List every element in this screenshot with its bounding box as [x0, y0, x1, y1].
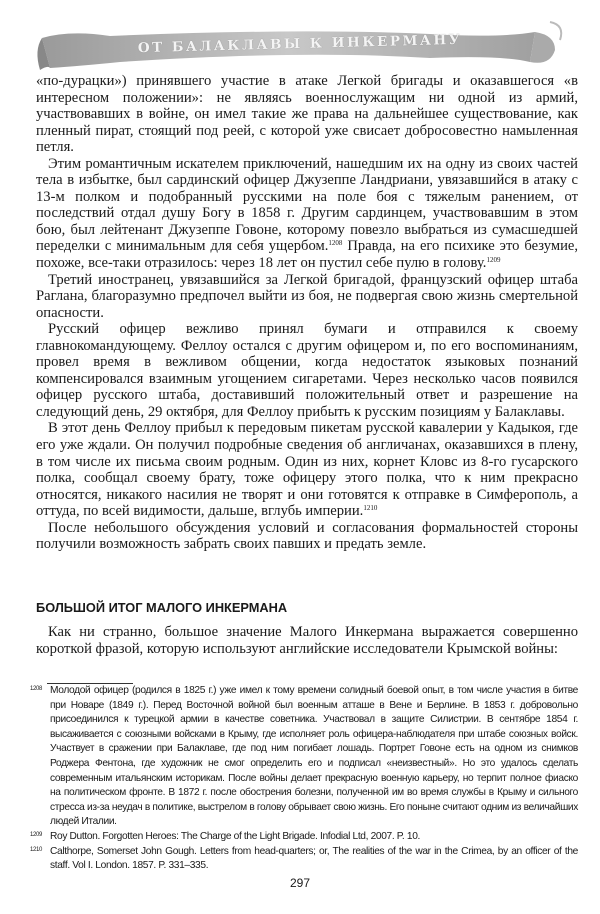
paragraph: Третий иностранец, увязавшийся за Легкой бригадой, французский офицер штаба Раглана, благоразумно предпочел выйти из боя, не подвергая свою жизнь смертельной опасности. [36, 271, 578, 321]
paragraph: «по-дурацки») принявшего участие в атаке Легкой бригады и оказавшегося «в интересном положении»: не являясь военнослужащим ни одной из армий, участвовавших в войне, он имел такие же права на дальнейшее существование, как пленный пират, стоящий под реей, с которой уже свисает добросовестно намыленная петля. [36, 73, 578, 156]
footnote-text: Roy Dutton. Forgotten Heroes: The Charge of the Light Brigade. Infodial Ltd, 2007. P. 10. [50, 830, 421, 842]
footnote-text: Calthorpe, Somerset John Gough. Letters from head-quarters; or, The realities of the war in the Crimea, by an officer of the staff. Vol I. London. 1857. P. 331–335. [50, 845, 578, 872]
footnote-ref[interactable]: 1209 [486, 256, 501, 265]
paragraph-text: В этот день Феллоу прибыл к передовым пикетам русской кавалерии у Кадыкоя, где его уже ждали. Он получил подробные сведения об англичанах, оказавшихся в плену, в том числе их письма своим родным. Один из них, корнет Кловс из 8-го гусарского полка, сообщал своему брату, тоже офицеру этого полка, что к ним прекрасно относятся, никакого насилия не творят и они готовятся к отправке в Симферополь, а оттуда, по всей видимости, дальше, вглубь империи. [36, 420, 578, 520]
footnotes [30, 684, 578, 874]
footnote-number: 1208 [30, 686, 42, 692]
main-text [36, 73, 578, 553]
paragraph [36, 156, 578, 272]
paragraph: После небольшого обсуждения условий и согласования формальностей стороны получили возможность забрать своих павших и предать земле. [36, 519, 578, 553]
paragraph [36, 420, 578, 519]
section-text [36, 624, 578, 658]
section-heading: БОЛЬШОЙ ИТОГ МАЛОГО ИНКЕРМАНА [36, 600, 288, 615]
footnote-number: 1209 [30, 831, 42, 838]
footnote-ref[interactable]: 1210 [363, 504, 378, 513]
footnote-ref[interactable]: 1208 [328, 239, 343, 248]
paragraph: Русский офицер вежливо принял бумаги и отправился к своему главнокомандующему. Феллоу остался с другим офицером и, по его воспоминаниям, провел время в вежливом общении, когда недостаток языковых познаний компенсировался взаимным угощением сигаретами. Через несколько часов появился офицер русского штаба, доставивший положительный ответ и разрешение на следующий день, 29 октября, для Феллоу прибыть к русским позициям у Балаклавы. [36, 321, 578, 420]
footnote [30, 830, 578, 845]
running-header [30, 10, 570, 75]
page-number: 297 [289, 876, 311, 890]
footnote [30, 684, 578, 830]
paragraph-text: Правда, на его психике это безумие, похоже, все-таки отразилось: через 18 лет он пустил себе пулю в голову. [36, 238, 579, 272]
footnote [30, 845, 578, 874]
footnote-number: 1210 [30, 846, 42, 853]
paragraph-text: Этим романтичным искателем приключений, нашедшим их на одну из своих частей тела в избытке, был сардинский офицер Джузеппе Ландриани, увязавшийся в атаку с 13-м полком и подобранный русскими на поле боя с тяжелым ранением, от последствий отдал душу Богу в 1858 г. Другим сардинцем, участвовавшим в этом бою, был лейтенант Джузеппе Говоне, которому повезло выбраться из сумасшедшей переделки с минимальным для себя ущербом. [36, 155, 578, 255]
footnote-text: Молодой офицер (родился в 1825 г.) уже имел к тому времени солидный боевой опыт, в том числе участия в битве при Новаре (1849 г.). Перед Восточной войной был военным атташе в Вене и Берлине. В 1853 г. добровольно присоединился к турецкой армии в качестве советника. Участвовал в защите Силистрии. В сентябре 1854 г. высаживается с союзными войсками в Крыму, где исполняет роль офицера-наблюдателя при штабе союзных войск. Участвует в сражении при Балаклаве, где под ним погибает лошадь. Портрет Говоне есть на одном из снимков Роджера Фентона, где художник не смог определить его и подписал «неизвестный». Но это удалось сделать современным итальянским историкам. После войны делает прекрасную военную карьеру, но терпит полное фиаско на политическом фронте. В 1872 г. после обострения болезни, полученной им во время службы в Крыму и сильного стресса из-за неудач в политике, выстрелом в голову обрывает свою жизнь. Его поныне считают одним из величайших людей Италии. [50, 685, 578, 828]
running-title: ОТ БАЛАКЛАВЫ К ИНКЕРМАНУ [137, 31, 463, 57]
paragraph: Как ни странно, большое значение Малого Инкермана выражается совершенно короткой фразой, которую используют английские исследователи Крымской войны: [36, 624, 578, 657]
